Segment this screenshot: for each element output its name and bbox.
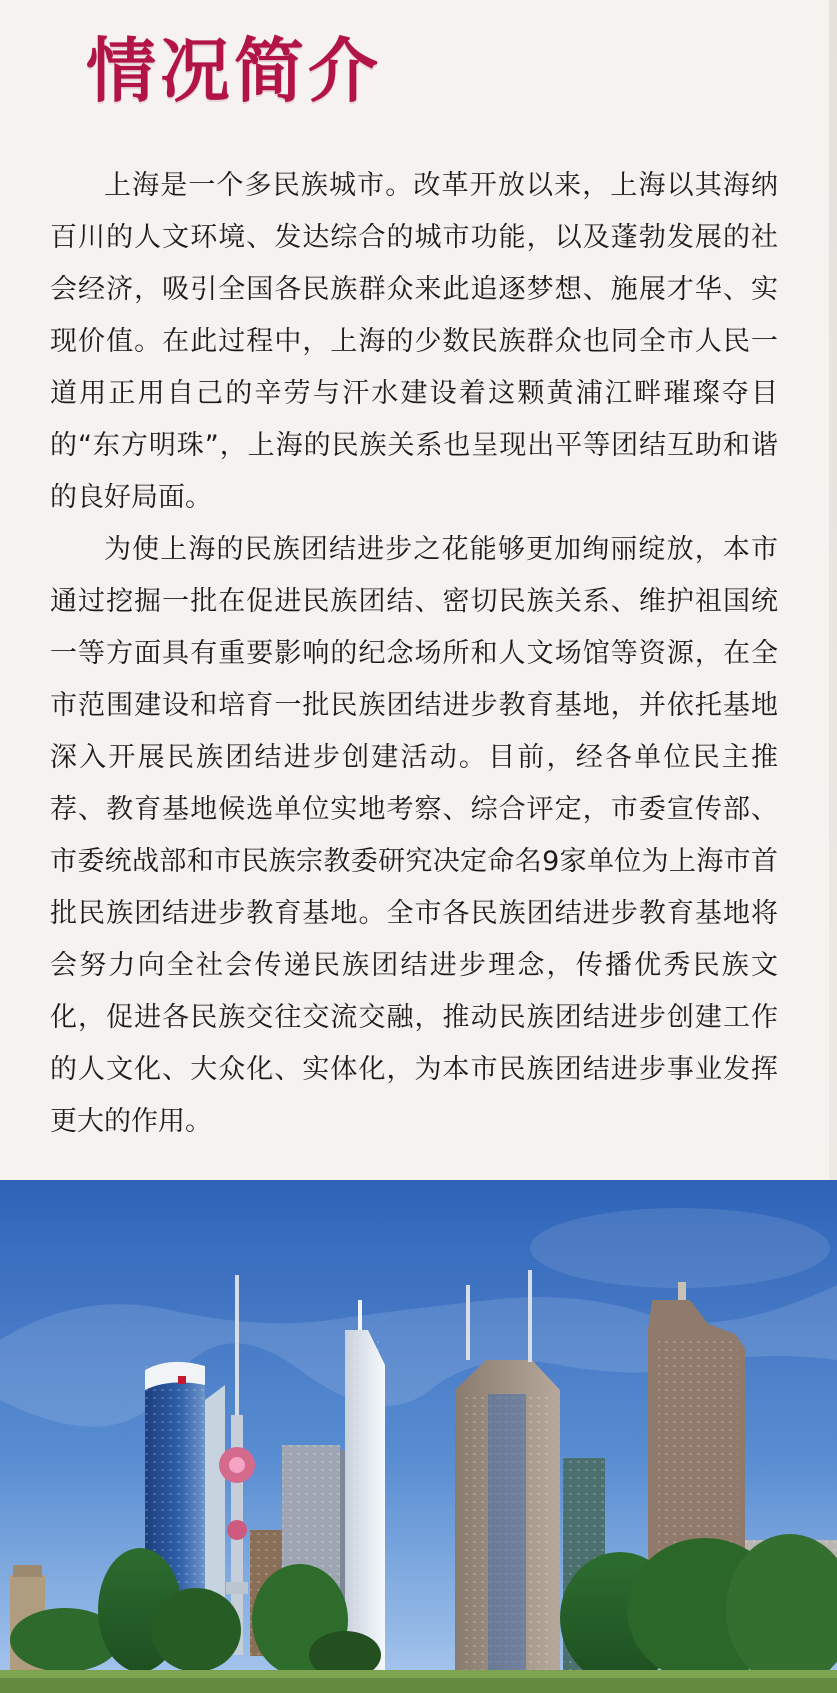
cloud-shape (530, 1208, 830, 1288)
page-title: 情况简介 (86, 30, 382, 112)
intro-paragraph-1: 上海是一个多民族城市。改革开放以来，上海以其海纳百川的人文环境、发达综合的城市功能，以及蓬勃发展的社会经济，吸引全国各民族群众来此追逐梦想、施展才华、实现价值。在此过程中，上海的少数民族群众也同全市人民一道用正用自己的辛劳与汗水建设着这颗黄浦江畔璀璨夺目的“东方明珠”，上海的民族关系也呈现出平等团结互助和谐的良好局面。 (50, 170, 778, 513)
intro-paragraph-2: 为使上海的民族团结进步之花能够更加绚丽绽放，本市通过挖掘一批在促进民族团结、密切民族关系、维护祖国统一等方面具有重要影响的纪念场所和人文场馆等资源，在全市范围建设和培育一批民族团结进步教育基地，并依托基地深入开展民族团结进步创建活动。目前，经各单位民主推荐、教育基地候选单位实地考察、综合评定，市委宣传部、市委统战部和市民族宗教委研究决定命名9家单位为上海市首批民族团结进步教育基地。全市各民族团结进步教育基地将会努力向全社会传递民族团结进步理念，传播优秀民族文化，促进各民族交往交流交融，推动民族团结进步创建工作的人文化、大众化、实体化，为本市民族团结进步事业发挥更大的作用。 (50, 534, 778, 1137)
intro-content (50, 160, 778, 1148)
page-edge-strip (829, 0, 837, 1180)
skyline-illustration (0, 1180, 837, 1693)
ground-shadow (0, 1678, 837, 1693)
city-skyline-photo (0, 1180, 837, 1693)
tall-white-tower (345, 1300, 385, 1670)
